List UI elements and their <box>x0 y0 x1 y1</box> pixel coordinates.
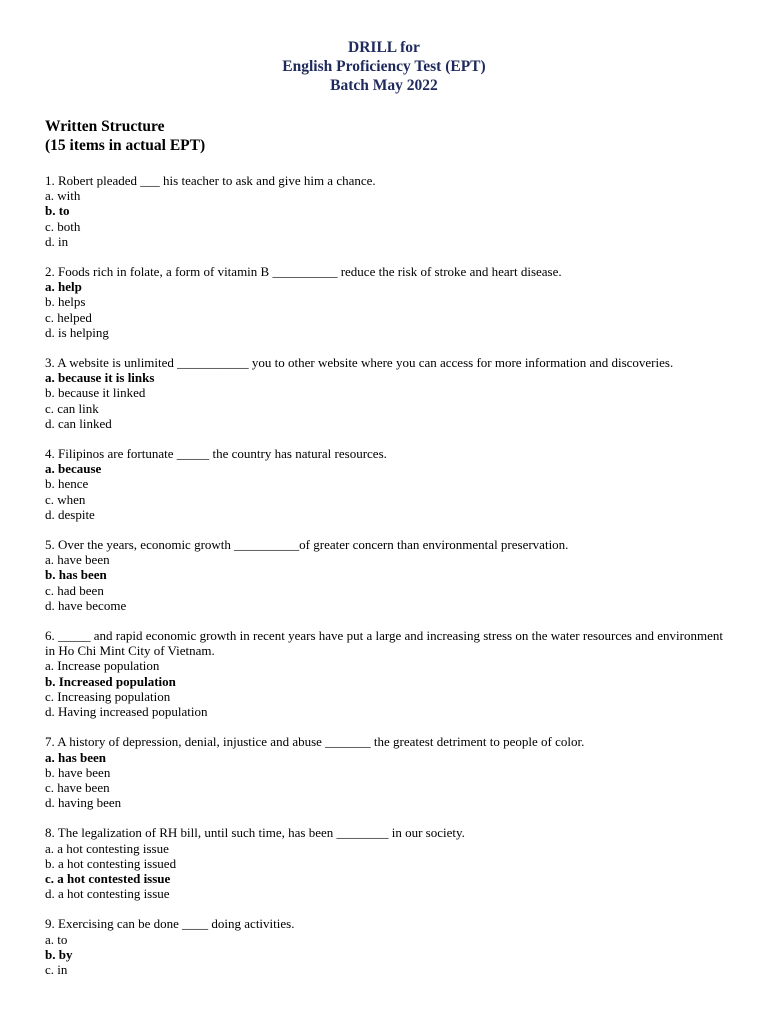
answer-option: c. when <box>45 491 86 507</box>
answer-option-correct: a. help <box>45 279 82 295</box>
question-text: 7. A history of depression, denial, injustice and abuse _______ the greatest detriment to people of color. <box>45 734 585 750</box>
answer-option-correct: a. because it is links <box>45 370 155 386</box>
answer-option: d. a hot contesting issue <box>45 886 170 902</box>
answer-option-correct: b. to <box>45 203 70 219</box>
question-item <box>45 734 723 810</box>
question-list <box>45 173 723 977</box>
answer-option: c. in <box>45 961 68 977</box>
question-item <box>45 173 723 249</box>
question-item <box>45 628 723 719</box>
answer-option: c. helped <box>45 309 92 325</box>
question-text: 6. _____ and rapid economic growth in recent years have put a large and increasing stress on the water resources and environment in Ho Chi Mint City of Vietnam. <box>45 628 723 659</box>
answer-option-correct: b. by <box>45 946 73 962</box>
answer-option: b. hence <box>45 476 89 492</box>
answer-option: c. Increasing population <box>45 688 171 704</box>
answer-option: b. because it linked <box>45 385 146 401</box>
section-subtitle: (15 items in actual EPT) <box>45 137 206 154</box>
answer-option: a. Increase population <box>45 658 160 674</box>
answer-option: d. in <box>45 233 69 249</box>
question-item <box>45 446 723 522</box>
question-text: 9. Exercising can be done ____ doing activities. <box>45 916 295 932</box>
question-text: 3. A website is unlimited ___________ you to other website where you can access for more information and discoveries. <box>45 355 674 371</box>
header-test-name: English Proficiency Test (EPT) <box>282 58 486 75</box>
question-text: 8. The legalization of RH bill, until such time, has been ________ in our society. <box>45 825 465 841</box>
question-text: 2. Foods rich in folate, a form of vitamin B __________ reduce the risk of stroke and heart disease. <box>45 264 562 280</box>
answer-option: a. with <box>45 188 81 204</box>
question-item <box>45 264 723 340</box>
answer-option: b. helps <box>45 294 86 310</box>
answer-option: d. despite <box>45 506 95 522</box>
question-item <box>45 916 723 977</box>
question-text: 1. Robert pleaded ___ his teacher to ask and give him a chance. <box>45 173 376 188</box>
answer-option-correct: a. has been <box>45 749 107 765</box>
answer-option: d. Having increased population <box>45 704 208 720</box>
header-title: DRILL for <box>348 39 420 56</box>
answer-option: c. had been <box>45 582 104 598</box>
document-header <box>45 38 723 95</box>
question-text: 4. Filipinos are fortunate _____ the country has natural resources. <box>45 446 387 462</box>
answer-option: c. can link <box>45 400 99 416</box>
answer-option-correct: b. has been <box>45 567 107 583</box>
answer-option: a. have been <box>45 552 110 568</box>
answer-option: d. is helping <box>45 324 109 340</box>
answer-option-correct: b. Increased population <box>45 673 176 689</box>
question-item <box>45 825 723 901</box>
answer-option: a. to <box>45 931 68 947</box>
answer-option: d. having been <box>45 795 122 811</box>
answer-option: d. have become <box>45 597 127 613</box>
answer-option: b. a hot contesting issued <box>45 855 177 871</box>
answer-option: d. can linked <box>45 415 112 431</box>
question-item <box>45 355 723 431</box>
answer-option: b. have been <box>45 764 111 780</box>
section-title: Written Structure <box>45 118 165 135</box>
question-text: 5. Over the years, economic growth __________of greater concern than environmental preservation. <box>45 537 569 553</box>
answer-option: c. have been <box>45 779 110 795</box>
question-item <box>45 537 723 613</box>
document-page <box>45 38 723 992</box>
answer-option: c. both <box>45 218 81 234</box>
answer-option-correct: a. because <box>45 461 102 477</box>
section-heading <box>45 117 723 155</box>
answer-option: a. a hot contesting issue <box>45 840 169 856</box>
header-batch: Batch May 2022 <box>330 77 438 94</box>
answer-option-correct: c. a hot contested issue <box>45 870 171 886</box>
